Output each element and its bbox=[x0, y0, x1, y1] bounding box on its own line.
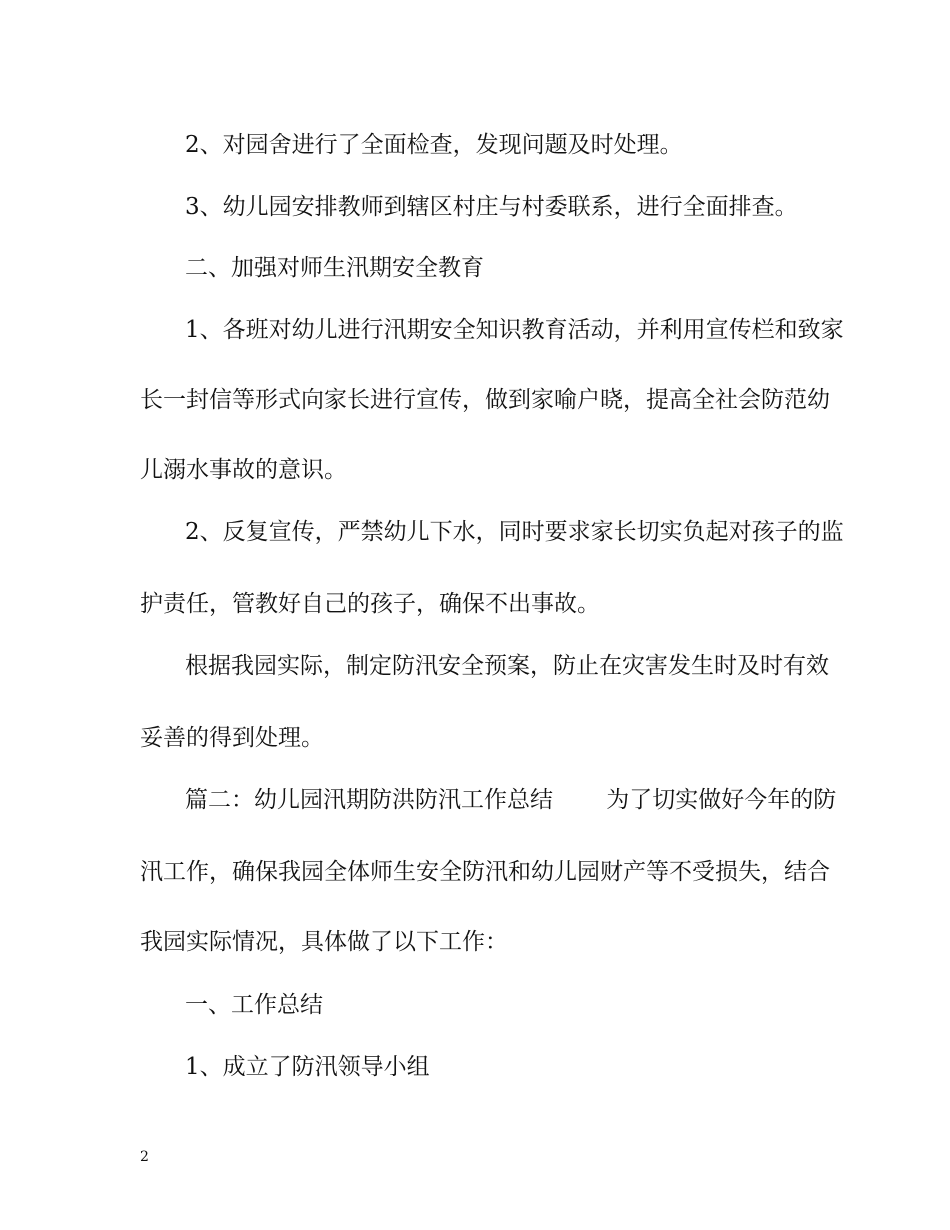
paragraph-line: 篇二：幼儿园汛期防洪防汛工作总结 为了切实做好今年的防 bbox=[185, 787, 837, 813]
paragraph-line: 2、对园舍进行了全面检查，发现问题及时处理。 bbox=[185, 132, 683, 158]
paragraph-line: 3、幼儿园安排教师到辖区村庄与村委联系，进行全面排查。 bbox=[185, 194, 798, 220]
paragraph-line: 2、反复宣传，严禁幼儿下水，同时要求家长切实负起对孩子的监 bbox=[185, 519, 844, 545]
paragraph-line: 护责任，管教好自己的孩子，确保不出事故。 bbox=[140, 591, 600, 617]
paragraph-line: 长一封信等形式向家长进行宣传，做到家喻户晓，提高全社会防范幼 bbox=[140, 387, 830, 413]
paragraph-line: 1、成立了防汛领导小组 bbox=[185, 1054, 430, 1080]
paragraph-line: 根据我园实际，制定防汛安全预案，防止在灾害发生时及时有效 bbox=[185, 653, 829, 679]
section-heading: 二、加强对师生汛期安全教育 bbox=[185, 255, 484, 281]
page-number: 2 bbox=[140, 1149, 149, 1165]
paragraph-line: 汛工作，确保我园全体师生安全防汛和幼儿园财产等不受损失，结合 bbox=[140, 859, 830, 885]
paragraph-line: 妥善的得到处理。 bbox=[140, 725, 324, 751]
paragraph-line: 儿溺水事故的意识。 bbox=[140, 457, 347, 483]
paragraph-line: 我园实际情况，具体做了以下工作： bbox=[140, 929, 508, 955]
paragraph-line: 1、各班对幼儿进行汛期安全知识教育活动，并利用宣传栏和致家 bbox=[185, 317, 844, 343]
section-heading: 一、工作总结 bbox=[185, 992, 323, 1018]
